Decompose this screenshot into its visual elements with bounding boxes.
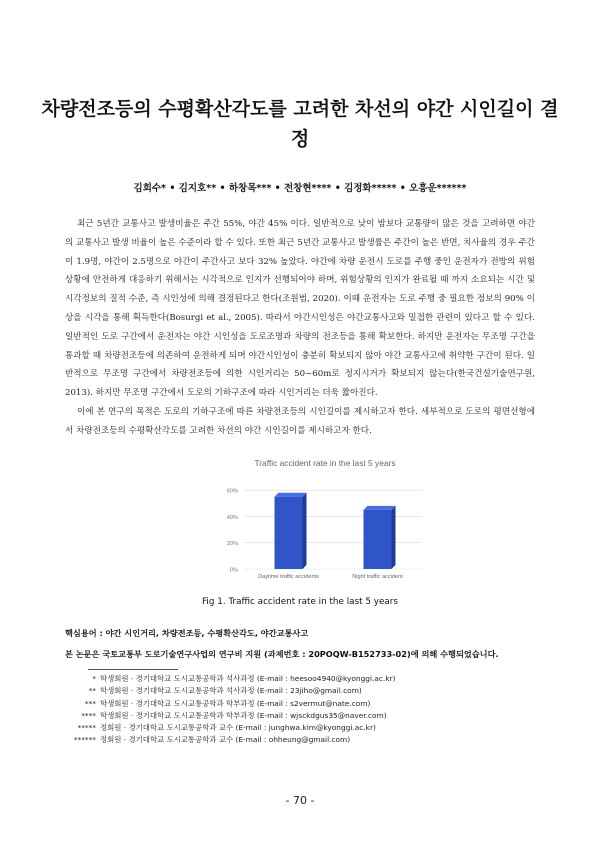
paper-title: 차량전조등의 수평확산각도를 고려한 차선의 야간 시인길이 결정 <box>41 98 559 150</box>
footnote <box>65 710 396 722</box>
y-tick-label: 40% <box>226 514 238 521</box>
bar-chart <box>200 455 440 590</box>
footnote-text: 정회원 · 경기대학교 도시교통공학과 교수 (E-mail : junghwa.kim@kyonggi.ac.kr) <box>100 723 376 733</box>
bar-side <box>392 506 396 569</box>
page-number: - 70 - <box>285 794 315 807</box>
footnote <box>65 673 396 685</box>
x-tick-label: Daytime traffic accidents <box>258 574 319 580</box>
footnote-mark: * <box>92 674 96 683</box>
footnote-mark: ***** <box>77 723 96 733</box>
keywords: 핵심용어 : 야간 시인거리, 차량전조등, 수평확산각도, 야간교통사고 <box>65 628 309 638</box>
bar-top <box>364 506 396 510</box>
funding-note: 본 논문은 국토교통부 도로기술연구사업의 연구비 지원 (과제번호 : 20POQW-B152733-02)에 의해 수행되었습니다. <box>65 649 499 659</box>
footnote-mark: **** <box>81 710 96 720</box>
author-list: 김희수* • 김지호** • 하창목*** • 전창현**** • 김정화***** • 오흥운****** <box>133 183 467 194</box>
footnote-text: 학생회원 · 경기대학교 도시교통공학과 학부과정 (E-mail : s2vermut@nate.com) <box>100 698 371 708</box>
figure-caption: Fig 1. Traffic accident rate in the last 5 years <box>202 597 398 607</box>
footnote-text: 학생회원 · 경기대학교 도시교통공학과 학부과정 (E-mail : wjsckdgus35@naver.com) <box>100 710 387 720</box>
bar-side <box>303 493 307 569</box>
footnote-text: 정회원 · 경기대학교 도시교통공학과 교수 (E-mail : ohheung@gmail.com) <box>100 735 351 745</box>
footnote-text: 학생회원 · 경기대학교 도시교통공학과 석사과정 (E-mail : heesoo4940@kyonggi.ac.kr) <box>100 674 396 683</box>
footnote-text: 학생회원 · 경기대학교 도시교통공학과 석사과정 (E-mail : 23jiho@gmail.com) <box>100 686 362 696</box>
bar <box>275 497 303 569</box>
y-tick-label: 60% <box>226 488 238 495</box>
chart-title: Traffic accident rate in the last 5 years <box>254 458 396 468</box>
abstract-paragraph: 최근 5년간 교통사고 발생비율은 주간 55%, 야간 45% 이다. 일반적으로 낮이 밤보다 교통량이 많은 것을 고려하면 야간의 교통사고 발생 비율이 높은 수준이라 할 수 있다. 또한 최근 5년간 교통사고 발생률은 주간이 높은 반면, 치사율의 경우 주간이 1.9명, 야간이 2.5명으로 야간이 주간사고 보다 32% 높았다. 야간에 차량 운전시 도로를 주행 중인 운전자가 전방의 위험상황에 안전하게 대응하기 위해서는 시각적으로 인지가 선행되어야 하며, 위험상황의 인지가 완료될 때 까지 소요되는 시간 및 시각정보의 질적 수준, 즉 시인성에 의해 결정된다고 한다(조원범, 2020). 이때 운전자는 도로 주행 중 필요한 정보의 90% 이상을 시각을 통해 획득한다(Bosurgi et al., 2005). 따라서 야간시인성은 야간교통사고와 밀접한 관련이 있다고 할 수 있다. 일반적인 도로 구간에서 운전자는 야간 시인성을 도로조명과 차량의 전조등을 통해 확보한다. 하지만 운전자는 무조명 구간을 통과할 때 차량전조등에 의존하여 운전하게 되며 야간시인성이 충분히 확보되지 않아 야간 교통사고에 취약한 구간이 된다. 일반적으로 무조명 구간에서 차량전조등에 의한 시인거리는 50~60m로 정지시거가 확보되지 않는다(한국건설기술연구원, 2013). 하지만 무조명 구간에서 도로의 기하구조에 따라 시인거리는 더욱 짧아진다. <box>65 219 535 399</box>
footnote <box>65 685 396 697</box>
footnote-mark: *** <box>84 698 96 708</box>
footnote-mark: ****** <box>73 735 96 745</box>
footnote <box>65 698 396 710</box>
abstract-paragraph: 이에 본 연구의 목적은 도로의 기하구조에 따른 차량전조등의 시인길이를 제시하고자 한다. 세부적으로 도로의 평면선형에서 차량전조등의 수평확산각도를 고려한 차선의 야간 시인길이를 제시하고자 한다. <box>65 406 535 436</box>
footnote-mark: ** <box>88 686 96 696</box>
abstract <box>65 215 535 441</box>
footnote <box>65 734 396 746</box>
footnotes <box>65 673 396 747</box>
y-tick-label: 0% <box>229 567 238 574</box>
footnote <box>65 722 396 734</box>
y-tick-label: 20% <box>226 541 238 548</box>
footnote-divider <box>88 669 178 670</box>
x-tick-label: Night traffic accident <box>352 574 403 580</box>
bar-top <box>275 493 307 497</box>
bar <box>364 510 392 569</box>
